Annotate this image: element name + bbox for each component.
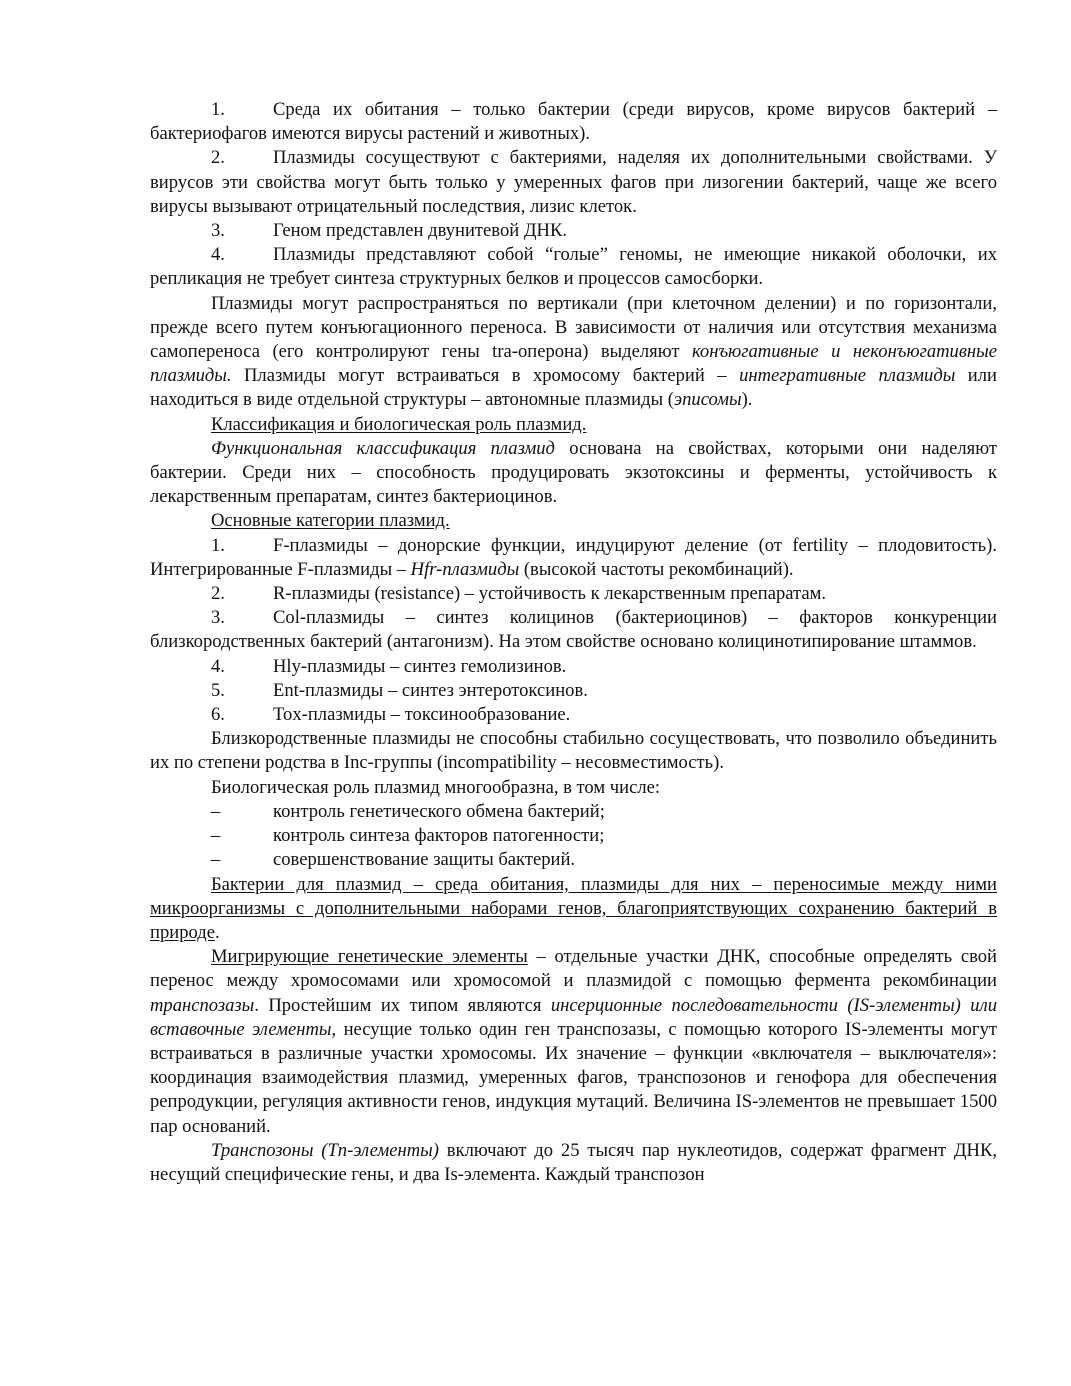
list-text: контроль синтеза факторов патогенности;	[273, 825, 605, 847]
list-item-2	[150, 146, 997, 219]
italic-term: интегративные плазмиды	[739, 365, 956, 387]
text-run: . Простейшим их типом являются	[254, 994, 551, 1016]
list-number: 1.	[211, 99, 225, 120]
list-text: Плазмиды сосуществуют с бактериями, наделяя их дополнительными свойствами. У вирусов эти свойства могут быть только у умеренных фагов при лизогении бактерий, чаще же всего вирусы вызывают отрицательный последствия, лизис клеток.	[150, 147, 997, 217]
italic-term: эписомы	[673, 389, 742, 411]
document-page	[150, 98, 997, 1187]
underlined-text: Бактерии для плазмид – среда обитания, плазмиды для них – переносимые между ними микроорганизмы с дополнительными наборами генов, благоприятствующих сохранению бактерий в природе	[150, 873, 997, 943]
dash-item-1	[150, 800, 997, 824]
category-item-4	[150, 655, 997, 679]
list-text: контроль генетического обмена бактерий;	[273, 800, 605, 822]
dash-mark: –	[211, 800, 221, 822]
list-text: Tox-плазмиды – токсинообразование.	[273, 704, 571, 726]
list-number: 2.	[211, 583, 225, 605]
dash-mark: –	[211, 849, 221, 871]
heading-classification	[150, 413, 997, 437]
paragraph-migrating-elements	[150, 945, 997, 1139]
list-text: Hly-плазмиды – синтез гемолизинов.	[273, 655, 567, 677]
category-item-3	[150, 606, 997, 654]
list-number: 3.	[211, 220, 225, 242]
heading-categories	[150, 509, 997, 533]
italic-term: транспозазы	[150, 994, 255, 1016]
list-number: 2.	[211, 147, 225, 169]
list-number: 6.	[211, 704, 225, 726]
text-run: .	[214, 921, 220, 943]
list-number: 4.	[211, 655, 225, 677]
paragraph-functional-classification	[150, 437, 997, 510]
text-run: , несущие только один ген транспозазы, с помощью которого IS-элементы могут встраиваться в различные участки хромосомы. Их значение – функции «включателя – выключателя»: координация взаимодействия плазмид, умеренных фагов, транспозонов и генофора для обеспечения репродукции, регуляция активности генов, индукция мутаций. Величина IS-элементов не превышает 1500 пар оснований.	[150, 1018, 997, 1137]
italic-term: Функциональная классификация плазмид	[211, 437, 555, 459]
dash-item-2	[150, 824, 997, 848]
paragraph-inc-groups	[150, 727, 997, 775]
italic-term: инсерционные последовательности (IS-элементы) или вставочные элементы	[150, 994, 997, 1040]
text-run: включают до 25 тысяч пар нуклеотидов, содержат фрагмент ДНК, несущий специфические гены, и два Is-элемента. Каждый транспозон	[150, 1139, 997, 1185]
heading-text: Основные категории плазмид.	[211, 510, 450, 532]
text-run: ).	[741, 389, 753, 411]
text-run: основана на свойствах, которыми они наделяют бактерии. Среди них – способность продуцировать экзотоксины и ферменты, устойчивость к лекарственным препаратам, синтез бактериоцинов.	[150, 437, 997, 508]
list-number: 1.	[211, 534, 225, 556]
paragraph-bacteria-habitat	[150, 873, 997, 946]
list-item-3	[150, 219, 997, 243]
text-run: Плазмиды могут встраиваться в хромосому бактерий –	[231, 365, 740, 387]
list-text: Ent-плазмиды – синтез энтеротоксинов.	[273, 679, 588, 701]
dash-item-3	[150, 848, 997, 872]
list-item-1	[150, 98, 997, 146]
category-item-6	[150, 703, 997, 727]
heading-text: Классификация и биологическая роль плазмид.	[211, 413, 587, 435]
text-run: Биологическая роль плазмид многообразна, в том числе:	[211, 776, 661, 798]
list-text: Col-плазмиды – синтез колицинов (бактериоцинов) – факторов конкуренции близкородственных бактерий (антагонизм). На этом свойстве основано колицинотипирование штаммов.	[150, 607, 997, 653]
text-run: Близкородственные плазмиды не способны стабильно сосуществовать, что позволило объединить их по степени родства в Inc-группы (incompatibility – несовместимость).	[150, 728, 997, 774]
italic-term: конъюгативные и неконъюгативные плазмиды.	[150, 341, 997, 387]
text-run: F-плазмиды – донорские функции, индуцируют деление (от fertility – плодовитость). Интегрированные F-плазмиды –	[150, 534, 997, 580]
dash-mark: –	[211, 825, 221, 847]
list-number: 5.	[211, 679, 225, 701]
text-run: или находиться в виде отдельной структуры – автономные плазмиды (	[150, 365, 997, 411]
list-number: 3.	[211, 607, 225, 629]
text-run: Плазмиды могут распространяться по вертикали (при клеточном делении) и по горизонтали, прежде всего путем конъюгационного переноса. В зависимости от наличия или отсутствия механизма самопереноса (его контролируют гены tra-оперона) выделяют	[150, 292, 997, 363]
list-text: Плазмиды представляют собой “голые” геномы, не имеющие никакой оболочки, их репликация не требует синтеза структурных белков и процессов самосборки.	[150, 244, 997, 290]
text-run: – отдельные участки ДНК, способные определять свой перенос между хромосомами или хромосомой и плазмидой с помощью фермента рекомбинации	[150, 946, 997, 992]
list-text: Геном представлен двунитевой ДНК.	[273, 220, 568, 242]
paragraph-transposons	[150, 1139, 997, 1187]
paragraph-biological-role	[150, 776, 997, 800]
paragraph-plasmid-spread	[150, 292, 997, 413]
category-item-1	[150, 534, 997, 582]
list-text: Среда их обитания – только бактерии (среди вирусов, кроме вирусов бактерий – бактериофагов имеются вирусы растений и животных).	[150, 99, 997, 145]
underlined-term: Мигрирующие генетические элементы	[211, 946, 528, 968]
italic-term: Hfr-плазмиды	[410, 558, 520, 580]
list-item-4	[150, 243, 997, 291]
text-run: (высокой частоты рекомбинаций).	[519, 558, 794, 580]
italic-term: Транспозоны (Tn-элементы)	[211, 1139, 439, 1161]
category-item-2	[150, 582, 997, 606]
category-item-5	[150, 679, 997, 703]
list-text: совершенствование защиты бактерий.	[273, 849, 576, 871]
list-text: R-плазмиды (resistance) – устойчивость к лекарственным препаратам.	[273, 583, 827, 605]
list-number: 4.	[211, 244, 225, 266]
